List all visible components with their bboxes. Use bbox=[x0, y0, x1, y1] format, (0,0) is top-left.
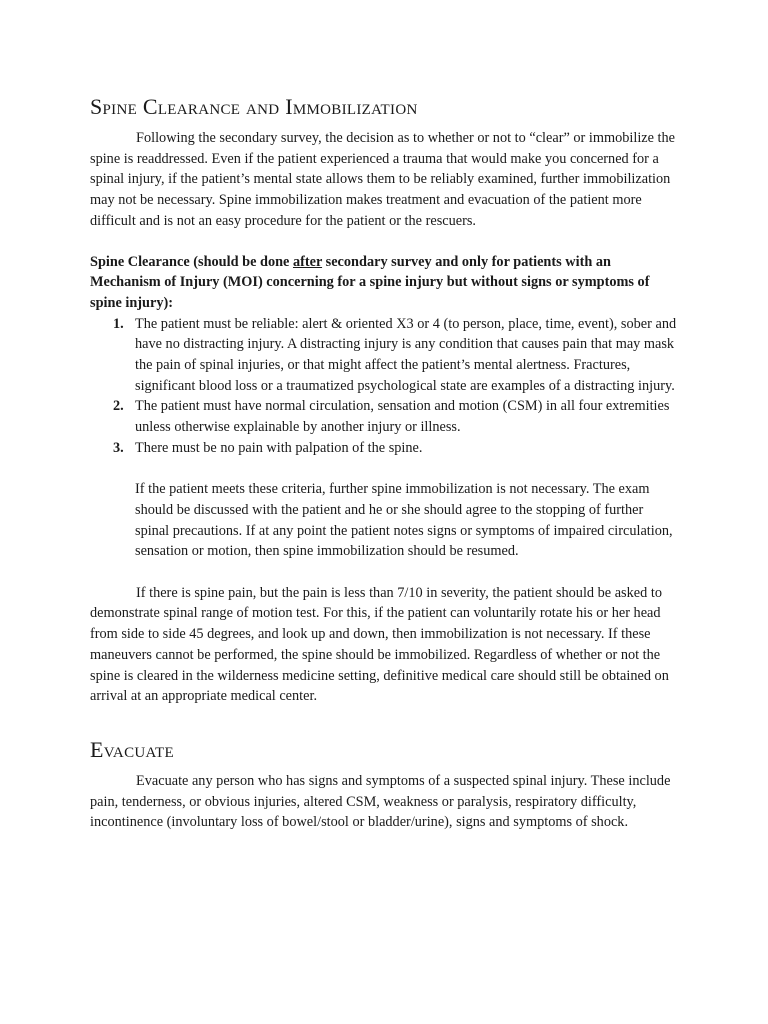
criteria-item bbox=[113, 314, 678, 397]
criteria-heading-underlined: after bbox=[292, 253, 323, 270]
criteria-list bbox=[90, 314, 678, 459]
section-heading-evacuate: Evacuate bbox=[90, 736, 174, 762]
spine-pain-paragraph: If there is spine pain, but the pain is less than 7/10 in severity, the patient should be asked to demonstrate spinal range of motion test. For this, if the patient can voluntarily rotate his or her head from side to side 45 degrees, and look up and down, then immobilization is not necessary. If these maneuvers cannot be performed, the spine should be immobilized. Regardless of whether or not the spine is cleared in the wilderness medicine setting, definitive medical care should still be obtained on arrival at an appropriate medical center. bbox=[90, 584, 669, 705]
criteria-item bbox=[113, 396, 678, 437]
criteria-number: 3. bbox=[113, 439, 124, 456]
criteria-text: There must be no pain with palpation of the spine. bbox=[135, 439, 423, 456]
criteria-number: 2. bbox=[113, 398, 124, 415]
criteria-heading-post: secondary survey and only for patients with an Mechanism of Injury (MOI) concerning for a spine injury but without signs or symptoms of spine injury): bbox=[90, 253, 650, 311]
section-heading-spine-clearance: Spine Clearance and Immobilization bbox=[90, 94, 418, 119]
criteria-text: The patient must have normal circulation, sensation and motion (CSM) in all four extremities unless otherwise explainable by another injury or illness. bbox=[135, 398, 670, 436]
criteria-number: 1. bbox=[113, 315, 124, 332]
evacuate-paragraph: Evacuate any person who has signs and symptoms of a suspected spinal injury. These include pain, tenderness, or obvious injuries, altered CSM, weakness or paralysis, respiratory difficulty, incontinence (involuntary loss of bowel/stool or bladder/urine), signs and symptoms of shock. bbox=[90, 772, 671, 831]
criteria-heading bbox=[90, 252, 678, 314]
criteria-heading-pre: Spine Clearance (should be done bbox=[90, 253, 293, 270]
criteria-followup-paragraph: If the patient meets these criteria, further spine immobilization is not necessary. The exam should be discussed with the patient and he or she should agree to the stopping of further spinal precautions. If at any point the patient notes signs or symptoms of impaired circulation, sensation or motion, then spine immobilization should be resumed. bbox=[135, 481, 673, 560]
intro-paragraph: Following the secondary survey, the decision as to whether or not to “clear” or immobilize the spine is readdressed. Even if the patient experienced a trauma that would make you concerned for a spinal injury, if the patient’s mental state allows them to be reliably examined, further immobilization may not be necessary. Spine immobilization makes treatment and evacuation of the patient more difficult and is not an easy procedure for the patient or the rescuers. bbox=[90, 130, 676, 229]
criteria-text: The patient must be reliable: alert & oriented X3 or 4 (to person, place, time, event), sober and have no distracting injury. A distracting injury is any condition that causes pain that may mask the pain of spinal injuries, or that might affect the patient’s mental alertness. Fractures, significant blood loss or a traumatized psychological state are examples of a distracting injury. bbox=[135, 315, 677, 394]
criteria-item bbox=[113, 438, 678, 459]
